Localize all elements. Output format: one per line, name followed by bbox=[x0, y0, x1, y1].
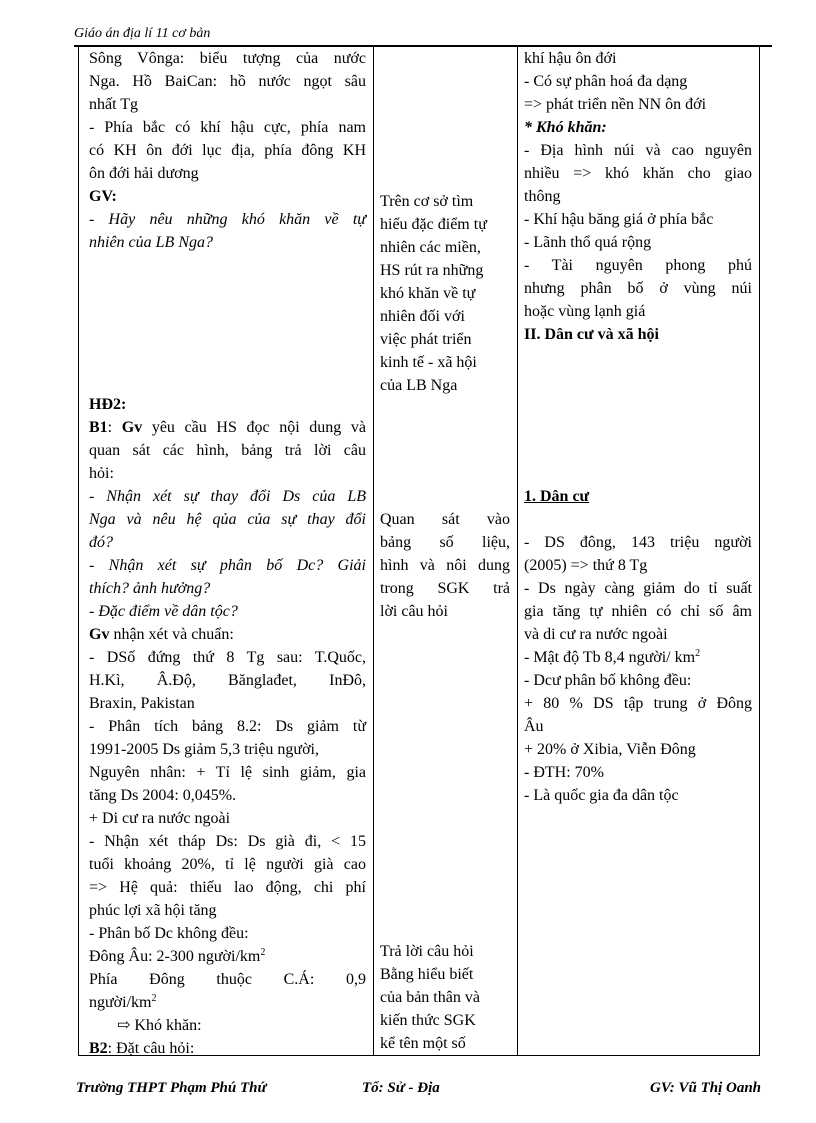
text-line: - Địa hình núi và cao nguyên bbox=[524, 142, 752, 159]
question-line: - Nhận xét sự phân bố Dc? Giải bbox=[89, 557, 366, 574]
question-line: Nga và nêu hệ qủa của sự thay đổi bbox=[89, 511, 366, 528]
text-line: => Hệ quả: thiếu lao động, chi phí bbox=[89, 879, 366, 896]
text-line: Phía Đông thuộc C.Á: 0,9 bbox=[89, 971, 366, 988]
text-line: và di cư ra nước ngoài bbox=[524, 626, 668, 643]
text-line: tuổi khoảng 20%, tỉ lệ người già cao bbox=[89, 856, 366, 873]
question-line: đó? bbox=[89, 534, 113, 551]
footer-teacher: GV: Vũ Thị Oanh bbox=[650, 1080, 762, 1096]
text-line: tăng Ds 2004: 0,045%. bbox=[89, 787, 237, 804]
text-line: người/$km^2$ bbox=[89, 993, 157, 1011]
text-line: - Mật độ Tb 8,4 người/ $km^2$ bbox=[524, 648, 701, 666]
text-line: (2005) => thứ 8 Tg bbox=[524, 557, 648, 574]
text-line: kiến thức SGK bbox=[380, 1012, 476, 1029]
question-line: - Nhận xét sự thay đổi Ds của LB bbox=[89, 488, 366, 505]
arrow-right-icon: ⇨ bbox=[117, 1017, 131, 1034]
text-line: Trên cơ sở tìm bbox=[380, 193, 474, 210]
text-line: + 80 % DS tập trung ở Đông bbox=[524, 695, 752, 712]
teacher-activity-column bbox=[89, 47, 366, 254]
activity-2-block bbox=[89, 393, 366, 1060]
text-line: - DSố đứng thứ 8 Tg sau: T.Quốc, bbox=[89, 649, 366, 666]
text-line: nhưng phân bố ở vùng núi bbox=[524, 280, 752, 297]
question-line: - Đặc điểm về dân tộc? bbox=[89, 603, 238, 620]
text-line: của bản thân và bbox=[380, 989, 480, 1006]
footer-department: Tổ: Sử - Địa bbox=[362, 1080, 440, 1096]
student-activity-block-1 bbox=[380, 190, 510, 397]
text-line: có KH ôn đới lục địa, phía đông KH bbox=[89, 142, 366, 159]
text-line: Đông Âu: 2-300 người/$km^2$ bbox=[89, 947, 266, 965]
header-title: Giáo án địa lí 11 cơ bản bbox=[74, 26, 211, 41]
text-line: - Phía bắc có khí hậu cực, phía nam bbox=[89, 119, 366, 136]
population-heading-block bbox=[524, 485, 752, 508]
student-activity-block-3 bbox=[380, 940, 510, 1055]
text-line: B2: Đặt câu hỏi: bbox=[89, 1040, 195, 1057]
text-line: B1: Gv yêu cầu HS đọc nội dung và bbox=[89, 419, 366, 436]
text-line: hình và nôi dung bbox=[380, 557, 510, 574]
text-line: nhiên các miền, bbox=[380, 239, 481, 256]
content-column-population bbox=[524, 531, 752, 807]
text-line: kinh tế - xã hội bbox=[380, 354, 477, 371]
text-line: Gv nhận xét và chuẩn: bbox=[89, 626, 234, 643]
text-line: hoặc vùng lạnh giá bbox=[524, 303, 646, 320]
content-column-top bbox=[524, 47, 752, 346]
text-line: 1991-2005 Ds giảm 5,3 triệu người, bbox=[89, 741, 319, 758]
text-line: - ĐTH: 70% bbox=[524, 764, 604, 781]
text-line: kể tên một số bbox=[380, 1035, 466, 1052]
section-heading-population: 1. Dân cư bbox=[524, 488, 590, 505]
text-line: khó khăn về tự bbox=[380, 285, 476, 302]
footer-school: Trường THPT Phạm Phú Thứ bbox=[76, 1080, 267, 1096]
text-line: khí hậu ôn đới bbox=[524, 50, 617, 67]
text-line: nhất Tg bbox=[89, 96, 139, 113]
activity-2-heading: HĐ2: bbox=[89, 396, 127, 413]
text-line: - Khí hậu băng giá ở phía bắc bbox=[524, 211, 714, 228]
text-line: nhiều => khó khăn cho giao bbox=[524, 165, 752, 182]
section-heading-population-society: II. Dân cư và xã hội bbox=[524, 326, 659, 343]
gv-label: GV: bbox=[89, 188, 117, 205]
text-line: - Phân bố Dc không đều: bbox=[89, 925, 249, 942]
text-line: - Dcư phân bố không đều: bbox=[524, 672, 692, 689]
column-divider-1 bbox=[373, 47, 374, 1055]
question-line: - Hãy nêu những khó khăn về tự bbox=[89, 211, 366, 228]
text-line: => phát triển nền NN ôn đới bbox=[524, 96, 707, 113]
text-line: ôn đới hải dương bbox=[89, 165, 199, 182]
question-line: thích? ảnh hưởng? bbox=[89, 580, 211, 597]
text-line: - Là quốc gia đa dân tộc bbox=[524, 787, 679, 804]
text-line: nhiên đối với bbox=[380, 308, 465, 325]
text-line: trong SGK trả bbox=[380, 580, 510, 597]
text-line: phúc lợi xã hội tăng bbox=[89, 902, 217, 919]
text-line: bảng số liệu, bbox=[380, 534, 510, 551]
text-line: thông bbox=[524, 188, 561, 205]
text-line: gia tăng tự nhiên có chỉ số âm bbox=[524, 603, 752, 620]
text-line: + 20% ở Xibia, Viễn Đông bbox=[524, 741, 696, 758]
text-line: + Di cư ra nước ngoài bbox=[89, 810, 231, 827]
text-line: - DS đông, 143 triệu người bbox=[524, 534, 752, 551]
text-line: Nga. Hồ BaiCan: hồ nước ngọt sâu bbox=[89, 73, 366, 90]
difficulties-heading: * Khó khăn: bbox=[524, 119, 607, 136]
question-line: nhiên của LB Nga? bbox=[89, 234, 213, 251]
text-line: của LB Nga bbox=[380, 377, 458, 394]
text-line: Trả lời câu hỏi bbox=[380, 943, 474, 960]
text-line: Braxin, Pakistan bbox=[89, 695, 195, 712]
text-line: ⇨ Khó khăn: bbox=[117, 1017, 202, 1034]
column-divider-2 bbox=[517, 47, 518, 1055]
text-line: hỏi: bbox=[89, 465, 114, 482]
text-line: quan sát các hình, bảng trả lời câu bbox=[89, 442, 366, 459]
text-line: - Lãnh thổ quá rộng bbox=[524, 234, 652, 251]
text-line: Bằng hiểu biết bbox=[380, 966, 474, 983]
text-line: HS rút ra những bbox=[380, 262, 484, 279]
text-line: Âu bbox=[524, 718, 544, 735]
text-line: Quan sát vào bbox=[380, 511, 510, 528]
text-line: hiểu đặc điểm tự bbox=[380, 216, 487, 233]
text-line: - Tài nguyên phong phú bbox=[524, 257, 752, 274]
student-activity-block-2 bbox=[380, 508, 510, 623]
text-line: việc phát triển bbox=[380, 331, 472, 348]
text-line: - Nhận xét tháp Ds: Ds già đi, < 15 bbox=[89, 833, 366, 850]
text-line: Nguyên nhân: + Tỉ lệ sinh giảm, gia bbox=[89, 764, 366, 781]
text-line: lời câu hỏi bbox=[380, 603, 448, 620]
text-line: - Ds ngày càng giảm do tỉ suất bbox=[524, 580, 752, 597]
text-line: - Có sự phân hoá đa dạng bbox=[524, 73, 688, 90]
text-line: Sông Vônga: biểu tượng của nước bbox=[89, 50, 366, 67]
lesson-table bbox=[78, 46, 760, 1056]
text-line: - Phân tích bảng 8.2: Ds giảm từ bbox=[89, 718, 366, 735]
text-line: H.Kì, Â.Độ, Bănglađet, InĐô, bbox=[89, 672, 366, 689]
